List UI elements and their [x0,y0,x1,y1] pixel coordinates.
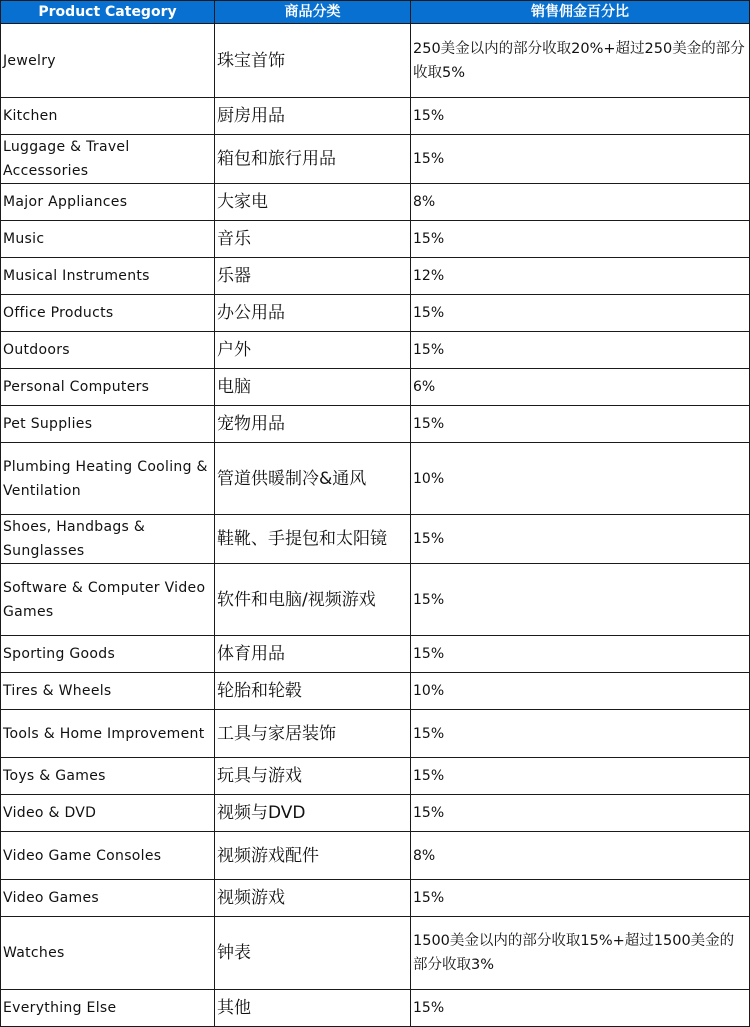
category-zh-cell: 大家电 [215,184,411,221]
commission-rate-cell: 10% [411,673,750,710]
commission-rate-cell: 15% [411,710,750,758]
commission-rate-cell: 15% [411,221,750,258]
category-zh-cell: 视频游戏 [215,880,411,917]
category-zh-cell: 箱包和旅行用品 [215,135,411,184]
product-category-cell: Luggage & Travel Accessories [1,135,215,184]
product-category-cell: Sporting Goods [1,636,215,673]
commission-rate-cell: 15% [411,758,750,795]
commission-rate-cell: 15% [411,135,750,184]
category-zh-cell: 视频游戏配件 [215,832,411,880]
product-category-cell: Musical Instruments [1,258,215,295]
category-zh-cell: 工具与家居装饰 [215,710,411,758]
category-zh-cell: 户外 [215,332,411,369]
product-category-cell: Video Game Consoles [1,832,215,880]
category-zh-cell: 轮胎和轮毂 [215,673,411,710]
category-zh-cell: 体育用品 [215,636,411,673]
category-zh-cell: 钟表 [215,917,411,990]
table-row [1,880,750,917]
product-category-cell: Music [1,221,215,258]
header-category-zh: 商品分类 [215,1,411,24]
commission-rate-cell: 10% [411,443,750,515]
commission-rate-cell: 15% [411,795,750,832]
product-category-cell: Everything Else [1,990,215,1027]
table-row [1,636,750,673]
table-row [1,406,750,443]
product-category-cell: Outdoors [1,332,215,369]
category-zh-cell: 软件和电脑/视频游戏 [215,564,411,636]
product-category-cell: Watches [1,917,215,990]
table-row [1,795,750,832]
table-row [1,673,750,710]
commission-rate-cell: 15% [411,332,750,369]
table-body [1,24,750,1027]
product-category-cell: Tools & Home Improvement [1,710,215,758]
header-row [1,1,750,24]
table-row [1,710,750,758]
commission-rate-cell: 8% [411,184,750,221]
header-product-category: Product Category [1,1,215,24]
product-category-cell: Office Products [1,295,215,332]
product-category-cell: Kitchen [1,98,215,135]
commission-rate-cell: 1500美金以内的部分收取15%+超过1500美金的部分收取3% [411,917,750,990]
commission-rate-cell: 15% [411,98,750,135]
commission-rate-cell: 6% [411,369,750,406]
product-category-cell: Jewelry [1,24,215,98]
commission-rate-cell: 15% [411,406,750,443]
category-zh-cell: 玩具与游戏 [215,758,411,795]
product-category-cell: Tires & Wheels [1,673,215,710]
table-row [1,369,750,406]
commission-rate-cell: 15% [411,564,750,636]
product-category-cell: Pet Supplies [1,406,215,443]
commission-rate-cell: 15% [411,880,750,917]
product-category-cell: Shoes, Handbags & Sunglasses [1,515,215,564]
table-row [1,98,750,135]
table-row [1,917,750,990]
table-row [1,135,750,184]
commission-rate-cell: 15% [411,295,750,332]
product-category-cell: Major Appliances [1,184,215,221]
product-category-cell: Toys & Games [1,758,215,795]
table-row [1,184,750,221]
category-zh-cell: 宠物用品 [215,406,411,443]
table-row [1,515,750,564]
category-zh-cell: 珠宝首饰 [215,24,411,98]
table-row [1,295,750,332]
category-zh-cell: 办公用品 [215,295,411,332]
table-row [1,258,750,295]
category-zh-cell: 电脑 [215,369,411,406]
category-zh-cell: 管道供暖制冷&通风 [215,443,411,515]
product-category-cell: Video Games [1,880,215,917]
product-category-cell: Video & DVD [1,795,215,832]
table-row [1,443,750,515]
table-row [1,24,750,98]
product-category-cell: Software & Computer Video Games [1,564,215,636]
commission-rate-cell: 15% [411,990,750,1027]
category-zh-cell: 其他 [215,990,411,1027]
commission-rate-cell: 250美金以内的部分收取20%+超过250美金的部分收取5% [411,24,750,98]
table-row [1,332,750,369]
category-zh-cell: 鞋靴、手提包和太阳镜 [215,515,411,564]
table-row [1,564,750,636]
table-row [1,990,750,1027]
category-zh-cell: 厨房用品 [215,98,411,135]
category-zh-cell: 音乐 [215,221,411,258]
table-row [1,832,750,880]
category-zh-cell: 视频与DVD [215,795,411,832]
table-row [1,221,750,258]
commission-rate-cell: 12% [411,258,750,295]
commission-rate-cell: 15% [411,636,750,673]
product-category-cell: Personal Computers [1,369,215,406]
product-category-cell: Plumbing Heating Cooling & Ventilation [1,443,215,515]
category-zh-cell: 乐器 [215,258,411,295]
header-commission-rate: 销售佣金百分比 [411,1,750,24]
table-row [1,758,750,795]
commission-rate-cell: 8% [411,832,750,880]
commission-rate-cell: 15% [411,515,750,564]
